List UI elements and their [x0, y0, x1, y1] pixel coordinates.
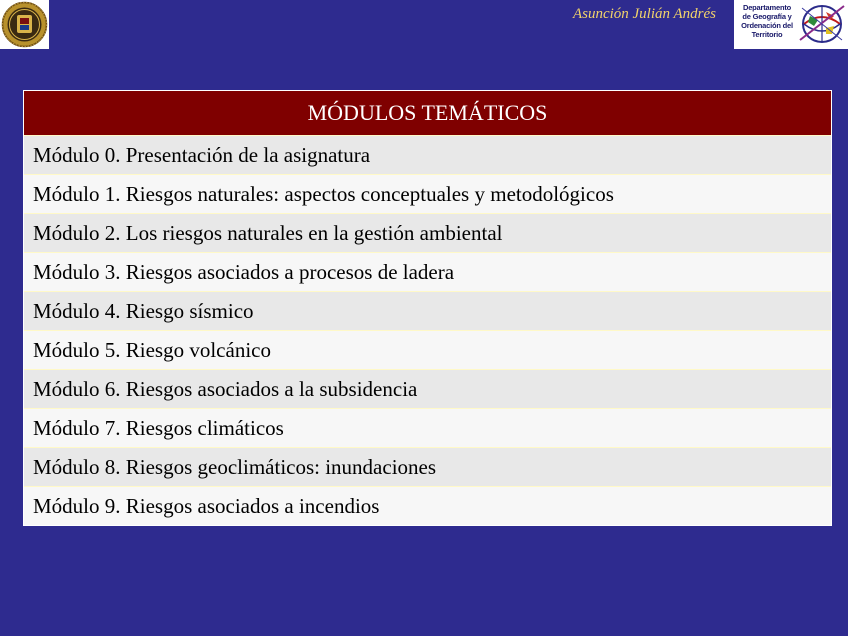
department-logo-line: Departamento — [742, 3, 792, 12]
table-row — [24, 136, 831, 175]
department-logo-line: de Geografía y — [742, 12, 792, 21]
module-cell: Módulo 8. Riesgos geoclimáticos: inundaciones — [24, 448, 831, 487]
module-cell: Módulo 2. Los riesgos naturales en la gestión ambiental — [24, 214, 831, 253]
module-cell: Módulo 9. Riesgos asociados a incendios — [24, 487, 831, 526]
department-logo-line: Territorio — [751, 30, 783, 39]
table-row — [24, 292, 831, 331]
module-cell: Módulo 1. Riesgos naturales: aspectos conceptuales y metodológicos — [24, 175, 831, 214]
module-cell: Módulo 6. Riesgos asociados a la subsidencia — [24, 370, 831, 409]
module-cell: Módulo 4. Riesgo sísmico — [24, 292, 831, 331]
table-row — [24, 175, 831, 214]
author-name: Asunción Julián Andrés — [572, 6, 716, 22]
globe-compass-icon — [796, 0, 848, 49]
department-logo-line: Ordenación del — [741, 21, 793, 30]
department-logo-text — [737, 3, 797, 39]
table-row — [24, 253, 831, 292]
department-logo — [734, 0, 848, 49]
module-cell: Módulo 3. Riesgos asociados a procesos de ladera — [24, 253, 831, 292]
table-row — [24, 409, 831, 448]
table-row — [24, 331, 831, 370]
module-cell: Módulo 7. Riesgos climáticos — [24, 409, 831, 448]
table-row — [24, 214, 831, 253]
table-row — [24, 448, 831, 487]
module-cell: Módulo 0. Presentación de la asignatura — [24, 136, 831, 175]
modules-table — [23, 90, 832, 526]
table-row — [24, 487, 831, 526]
table-title: MÓDULOS TEMÁTICOS — [24, 91, 831, 136]
module-cell: Módulo 5. Riesgo volcánico — [24, 331, 831, 370]
university-seal-icon — [0, 0, 49, 49]
table-row — [24, 370, 831, 409]
